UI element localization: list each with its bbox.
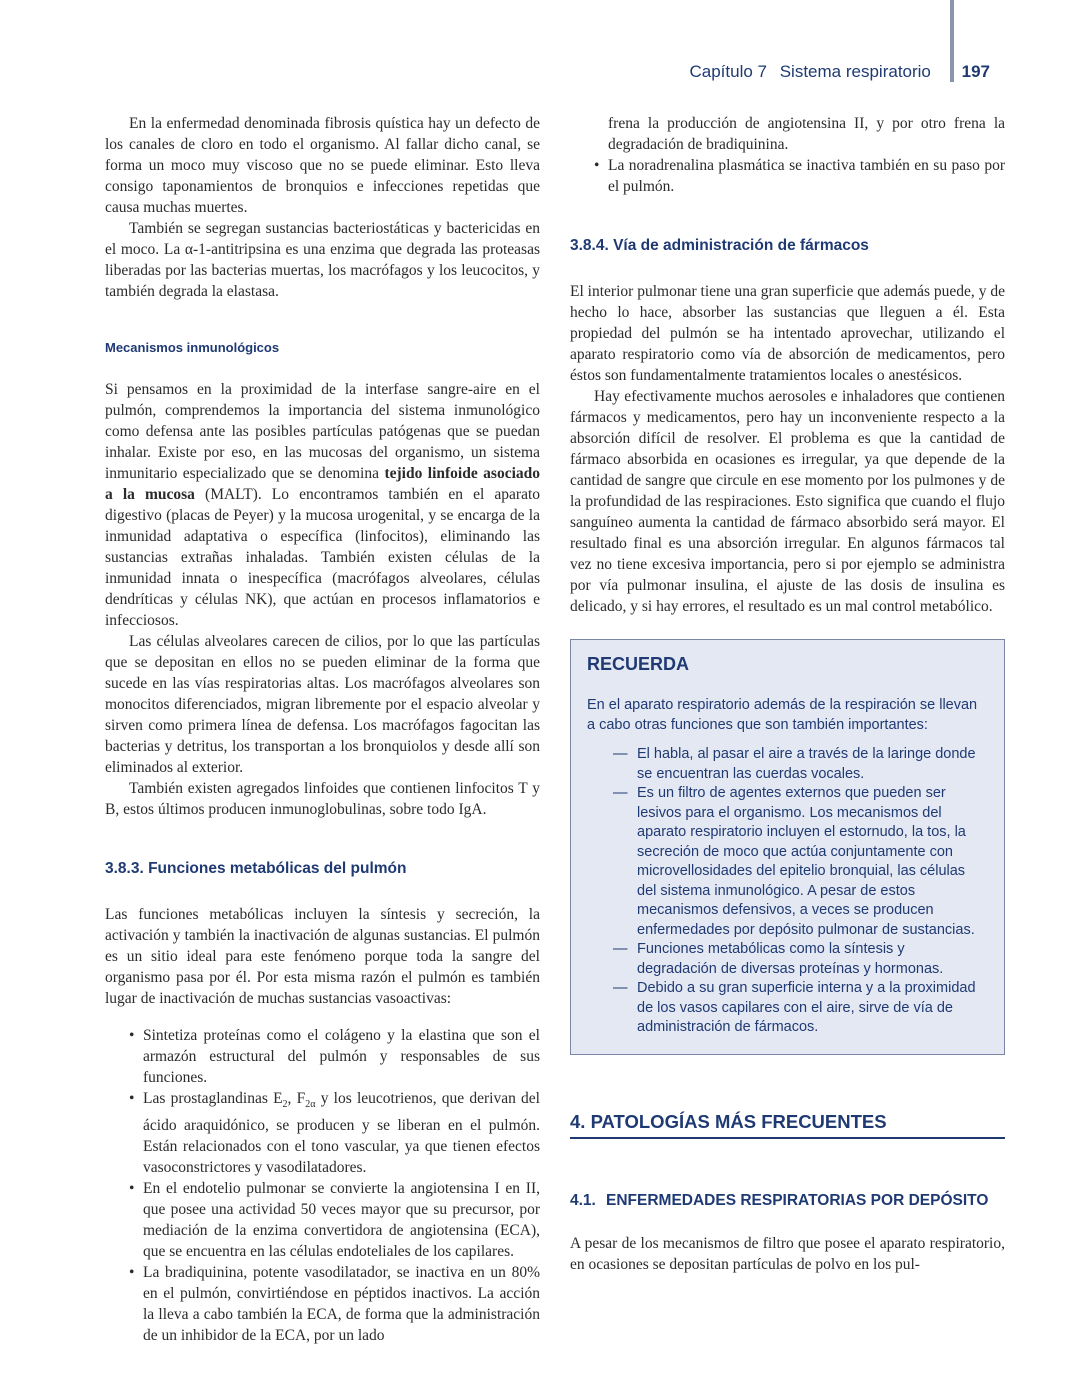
paragraph: Las células alveolares carecen de cilios, por lo que las partículas que se depositan en ellos no se pueden eliminar de la forma que sucede en las vías respiratorias altas. Los macrófagos alveolares son monocitos diferenciados, migran libremente por el espacio alveolar y sirven como primera línea de defensa. Los macrófagos fagocitan las bacterias y detritus, los transportan a los bronquiolos y desde allí son eliminados al exterior.	[105, 633, 540, 776]
paragraph: Hay efectivamente muchos aerosoles e inhaladores que contienen fármacos y medicamentos, pero hay un inconveniente respecto a la absorción difícil de resolver. El problema es que la cantidad de fármaco absorbida en ocasiones es irregular, ya que depende de la cantidad de sangre que circule en ese momento por los pulmones y de la profundidad de las respiraciones. Esto significa que cuando el flujo sanguíneo aumenta la cantidad de fármaco absorbido será mayor. El resultado final es una absorción irregular. En algunos fármacos tal vez no tiene excesiva importancia, pero si por ejemplo se administra por vía pulmonar insulina, el ajuste de las dosis de insulina es delicado, y si hay errores, el resultado es un mal control metabólico.	[570, 388, 1005, 615]
box-item-text: El habla, al pasar el aire a través de la laringe donde se encuentran las cuerdas vocales.	[637, 746, 976, 782]
paragraph	[105, 379, 540, 631]
section-number: 4.1.	[570, 1191, 596, 1209]
section-heading-4: 4. PATOLOGÍAS MÁS FRECUENTES	[570, 1111, 1005, 1139]
paragraph: El interior pulmonar tiene una gran superficie que además puede, y de hecho lo hace, absorber las sustancias que lleguen a él. Esta propiedad del pulmón se ha intentado aprovechar, utilizando el aparato respiratorio como vía de absorción de medicamentos, pero éstos son fundamentalmente tratamientos locales o anestésicos.	[570, 283, 1005, 384]
bullet-icon: •	[129, 1264, 135, 1282]
list-item-text: Sintetiza proteínas como el colágeno y la elastina que son el armazón estructural del pulmón y responsables de sus funciones.	[143, 1027, 540, 1086]
list-item	[105, 1262, 540, 1346]
list-item-text: La noradrenalina plasmática se inactiva también en su paso por el pulmón.	[608, 157, 1005, 195]
list-item-text: En el endotelio pulmonar se convierte la angiotensina I en II, que posee una actividad 50 veces mayor que su precursor, por mediación de la enzima convertidora de angiotensina (ECA), que se encuentra en las células endoteliales de los capilares.	[143, 1180, 540, 1261]
list-item-continuation	[570, 113, 1005, 155]
box-list-item	[587, 745, 988, 784]
dash-icon: —	[613, 980, 628, 996]
subscript: 2	[282, 1099, 288, 1111]
bullet-icon: •	[129, 1090, 135, 1107]
list-item-text: y los leucotrienos, que derivan del ácido araquidónico, se producen y se liberan en el pulmón. Están relacionados con el tono vascular, ya que tienen efectos vasoconstrictores y vasodilatadores.	[143, 1090, 540, 1177]
page-number: 197	[961, 62, 990, 81]
paragraph: En la enfermedad denominada fibrosis quística hay un defecto de los canales de cloro en todo el organismo. Al fallar dicho canal, se forma un moco muy viscoso que no se puede eliminar. Esto lleva consigo taponamientos de bronquios e infecciones repetidas que causa muchas muertes.	[105, 115, 540, 216]
dash-icon: —	[613, 941, 628, 957]
subscript: 2α	[305, 1099, 316, 1111]
box-item-text: Debido a su gran superficie interna y a la proximidad de los vasos capilares con el aire, sirve de vía de administración de fármacos.	[637, 980, 976, 1035]
bullet-list	[105, 1025, 540, 1346]
list-item-text: , F	[287, 1090, 306, 1107]
dash-icon: —	[613, 785, 628, 801]
box-list-item	[587, 979, 988, 1038]
right-column	[570, 113, 1005, 1275]
paragraph: A pesar de los mecanismos de filtro que posee el aparato respiratorio, en ocasiones se depositan partículas de polvo en los pul-	[570, 1234, 1005, 1273]
box-title: RECUERDA	[587, 654, 690, 674]
bullet-icon: •	[129, 1180, 135, 1198]
paragraph: También existen agregados linfoides que contienen linfocitos T y B, estos últimos producen inmunoglobulinas, sobre todo IgA.	[105, 780, 540, 818]
list-item-text: Las prostaglandinas E	[143, 1090, 283, 1107]
dash-icon: —	[613, 746, 628, 762]
list-item	[105, 1025, 540, 1088]
box-item-text: Es un filtro de agentes externos que pueden ser lesivos para el organismo. Los mecanismos del aparato respiratorio incluyen el estornudo, la tos, la secreción de moco que actúa conjuntamente con microvellosidades del epitelio bronquial, las células del sistema inmunológico. A pesar de estos mecanismos defensivos, a veces se producen enfermedades por depósito pulmonar de sustancias.	[637, 785, 975, 938]
bullet-icon: •	[129, 1027, 135, 1044]
box-list	[587, 745, 988, 1038]
recuerda-box	[570, 639, 1005, 1055]
chapter-title: Sistema respiratorio	[779, 62, 931, 81]
left-column	[105, 113, 540, 1346]
text-run: (MALT). Lo encontramos también en el aparato digestivo (placas de Peyer) y la mucosa urogenital, y se encarga de la inmunidad adaptativa o específica (linfocitos), eliminando las sustancias extrañas inhaladas. También existen células de la inmunidad innata o inespecífica (macrófagos alveolares, células dendríticas y células NK), que actúan en procesos inflamatorios e infecciosos.	[105, 486, 541, 629]
subheading-inmunologicos: Mecanismos inmunológicos	[105, 340, 280, 355]
box-intro: En el aparato respiratorio además de la respiración se llevan a cabo otras funciones que son también importantes:	[587, 697, 978, 733]
bold-term: tejido linfoide asociado a la mucosa	[105, 465, 540, 503]
paragraph: Las funciones metabólicas incluyen la síntesis y secreción, la activación y también la inactivación de algunas sustancias. El pulmón es un sitio ideal para este fenómeno porque toda la sangre del organismo pasa por él. Por esta misma razón el pulmón es también lugar de inactivación de muchas sustancias vasoactivas:	[105, 906, 540, 1007]
box-list-item	[587, 940, 988, 979]
list-item	[570, 155, 1005, 197]
bullet-icon: •	[594, 157, 600, 174]
section-heading-4-1	[570, 1191, 1005, 1211]
list-item	[105, 1178, 540, 1262]
list-item-text: La bradiquinina, potente vasodilatador, se inactiva en un 80% en el pulmón, convirtiéndose en péptidos inactivos. La acción la lleva a cabo también la ECA, de forma que la administración de un inhibidor de la ECA, por un lado	[143, 1264, 540, 1345]
section-heading-3-8-4: 3.8.4. Vía de administración de fármacos	[570, 237, 869, 254]
text-run: Si pensamos en la proximidad de la interfase sangre-aire en el pulmón, comprendemos la importancia del sistema inmunológico como defensa ante las posibles partículas patógenas que se puedan inhalar. Existe por eso, en las mucosas del organismo, un sistema inmunitario especializado que se denomina	[105, 381, 540, 482]
bullet-list	[570, 113, 1005, 197]
box-list-item	[587, 784, 988, 940]
box-item-text: Funciones metabólicas como la síntesis y degradación de diversas proteínas y hormonas.	[637, 941, 944, 977]
section-title: ENFERMEDADES RESPIRATORIAS POR DEPÓSITO	[606, 1191, 989, 1209]
paragraph: También se segregan sustancias bacteriostáticas y bactericidas en el moco. La α-1-antitripsina es una enzima que degrada las proteasas liberadas por las bacterias muertas, los macrófagos y los leucocitos, y también degrada la elastasa.	[105, 220, 540, 300]
chapter-label: Capítulo 7	[689, 62, 767, 81]
list-item-text: frena la producción de angiotensina II, y por otro frena la degradación de bradiquinina.	[608, 115, 1005, 153]
running-header	[689, 62, 990, 82]
list-item	[105, 1088, 540, 1178]
section-heading-3-8-3: 3.8.3. Funciones metabólicas del pulmón	[105, 860, 407, 877]
